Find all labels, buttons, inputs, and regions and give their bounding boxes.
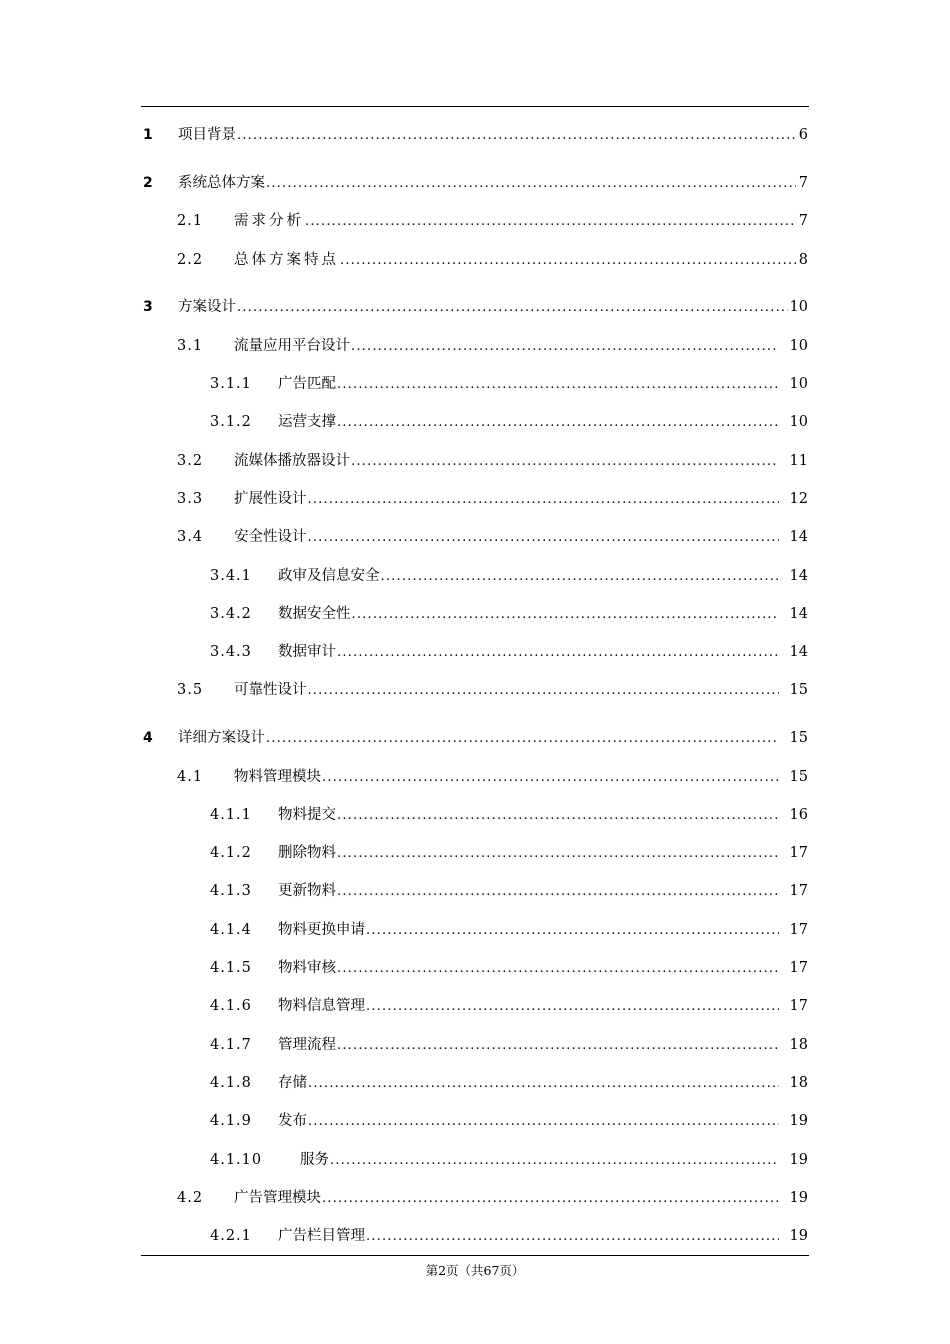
toc-entry-body (278, 1110, 779, 1133)
toc-entry-title: 物料提交 (278, 807, 336, 823)
toc-entry-body (234, 526, 779, 549)
toc-leader-dots (266, 173, 796, 195)
toc-entry-body (234, 210, 808, 233)
toc-entry[interactable] (0, 296, 950, 318)
toc-entry-page: 14 (789, 529, 808, 545)
toc-entry-body (234, 335, 779, 358)
toc-entry-title: 总体方案特点 (234, 252, 339, 268)
toc-entry[interactable] (0, 679, 950, 701)
toc-entry-body (278, 919, 779, 942)
toc-entry[interactable] (0, 335, 950, 357)
toc-leader-dots (337, 881, 779, 903)
toc-entry-page: 18 (789, 1037, 808, 1053)
toc-leader-dots (366, 1226, 779, 1248)
toc-entry-title: 发布 (278, 1113, 307, 1129)
toc-leader-dots (366, 920, 779, 942)
toc-entry-title: 数据安全性 (278, 606, 351, 622)
toc-entry-page: 12 (789, 491, 808, 507)
toc-leader-dots (322, 1188, 779, 1210)
toc-entry-number: 3.3 (177, 491, 204, 507)
toc-entry[interactable] (0, 727, 950, 749)
toc-entry-number: 4.1 (177, 769, 204, 785)
toc-entry[interactable] (0, 919, 950, 941)
toc-entry-title: 系统总体方案 (178, 175, 265, 191)
toc-entry-body (278, 804, 779, 827)
toc-entry-number: 3.4.2 (210, 606, 252, 622)
toc-entry[interactable] (0, 842, 950, 864)
toc-entry-body (234, 450, 779, 473)
toc-leader-dots (237, 125, 796, 147)
toc-entry-title: 物料信息管理 (278, 998, 365, 1014)
toc-entry-title: 删除物料 (278, 845, 336, 861)
toc-entry-body (234, 488, 779, 511)
toc-entry[interactable] (0, 488, 950, 510)
toc-entry-number: 2.1 (177, 213, 204, 229)
toc-leader-dots (337, 843, 779, 865)
toc-entry[interactable] (0, 450, 950, 472)
toc-entry-title: 运营支撑 (278, 414, 336, 430)
toc-entry-title: 详细方案设计 (178, 730, 265, 746)
toc-entry-page: 6 (798, 127, 808, 143)
toc-entry-title: 可靠性设计 (234, 682, 307, 698)
toc-entry[interactable] (0, 1225, 950, 1247)
toc-leader-dots (308, 1111, 779, 1133)
toc-leader-dots (305, 211, 796, 233)
toc-entry-title: 广告栏目管理 (278, 1228, 365, 1244)
toc-entry-body (278, 411, 779, 434)
toc-entry-number: 3.1.1 (210, 376, 252, 392)
toc-entry-number: 3.4.3 (210, 644, 252, 660)
toc-entry-title: 安全性设计 (234, 529, 307, 545)
toc-entry[interactable] (0, 1149, 950, 1171)
toc-entry-body (300, 1149, 779, 1172)
toc-entry-body (278, 565, 779, 588)
toc-entry-number: 4.1.2 (210, 845, 252, 861)
toc-entry-body (278, 641, 779, 664)
toc-entry[interactable] (0, 995, 950, 1017)
toc-entry-title: 项目背景 (178, 127, 236, 143)
toc-entry-page: 10 (789, 376, 808, 392)
toc-entry[interactable] (0, 411, 950, 433)
toc-entry-page: 17 (789, 883, 808, 899)
toc-entry-title: 广告管理模块 (234, 1190, 321, 1206)
toc-entry-number: 4.1.8 (210, 1075, 252, 1091)
toc-entry[interactable] (0, 172, 950, 194)
toc-entry-number: 4.1.3 (210, 883, 252, 899)
toc-entry-page: 15 (789, 730, 808, 746)
toc-entry-body (178, 172, 808, 195)
toc-entry-number: 4.1.1 (210, 807, 252, 823)
toc-entry-number: 1 (143, 127, 153, 143)
toc-entry-page: 19 (789, 1228, 808, 1244)
toc-entry-page: 10 (789, 299, 808, 315)
toc-entry-body (178, 296, 808, 319)
toc-entry-title: 方案设计 (178, 299, 236, 315)
toc-entry[interactable] (0, 603, 950, 625)
toc-entry-title: 流媒体播放器设计 (234, 453, 350, 469)
toc-leader-dots (330, 1150, 779, 1172)
toc-entry-title: 广告匹配 (278, 376, 336, 392)
toc-leader-dots (337, 1035, 779, 1057)
page-number-label: 第2页（共67页） (425, 1263, 525, 1278)
toc-entry-number: 4.1.7 (210, 1037, 252, 1053)
toc-entry[interactable] (0, 210, 950, 232)
toc-entry[interactable] (0, 957, 950, 979)
toc-entry-number: 2.2 (177, 252, 204, 268)
toc-leader-dots (366, 996, 779, 1018)
toc-entry-number: 3.1 (177, 338, 204, 354)
toc-entry-title: 管理流程 (278, 1037, 336, 1053)
toc-entry-page: 18 (789, 1075, 808, 1091)
toc-entry-page: 11 (789, 453, 808, 469)
toc-leader-dots (337, 642, 779, 664)
page-footer (0, 1263, 950, 1279)
toc-entry[interactable] (0, 526, 950, 548)
footer-rule (141, 1255, 809, 1256)
toc-entry-title: 政审及信息安全 (278, 568, 380, 584)
toc-entry-title: 存储 (278, 1075, 307, 1091)
toc-entry-body (234, 1187, 779, 1210)
toc-entry-page: 17 (789, 845, 808, 861)
toc-leader-dots (352, 604, 780, 626)
toc-entry[interactable] (0, 373, 950, 395)
toc-leader-dots (337, 412, 779, 434)
toc-leader-dots (381, 566, 780, 588)
toc-entry-body (278, 1072, 779, 1095)
toc-entry[interactable] (0, 249, 950, 271)
toc-entry[interactable] (0, 804, 950, 826)
toc-entry[interactable] (0, 1072, 950, 1094)
toc-leader-dots (237, 297, 788, 319)
toc-entry-page: 8 (798, 252, 808, 268)
toc-entry-title: 更新物料 (278, 883, 336, 899)
toc-leader-dots (266, 728, 779, 750)
toc-leader-dots (308, 1073, 779, 1095)
toc-entry-title: 数据审计 (278, 644, 336, 660)
toc-leader-dots (340, 250, 796, 272)
toc-entry-page: 19 (789, 1113, 808, 1129)
toc-entry-body (278, 957, 779, 980)
toc-entry-title: 物料管理模块 (234, 769, 321, 785)
toc-entry-number: 3.1.2 (210, 414, 252, 430)
toc-entry-number: 3.2 (177, 453, 204, 469)
toc-entry[interactable] (0, 641, 950, 663)
toc-leader-dots (337, 805, 779, 827)
toc-entry-body (178, 727, 779, 750)
toc-entry-number: 3 (143, 299, 153, 315)
toc-entry-title: 物料更换申请 (278, 922, 365, 938)
toc-entry-body (278, 842, 779, 865)
toc-entry[interactable] (0, 1110, 950, 1132)
toc-entry[interactable] (0, 880, 950, 902)
toc-entry-number: 4.1.10 (210, 1152, 263, 1168)
toc-entry-page: 7 (798, 213, 808, 229)
toc-entry-title: 物料审核 (278, 960, 336, 976)
toc-entry-page: 7 (798, 175, 808, 191)
toc-entry-body (278, 1225, 779, 1248)
toc-entry-page: 15 (789, 769, 808, 785)
toc-entry-number: 4.1.9 (210, 1113, 252, 1129)
toc-entry-body (278, 1034, 779, 1057)
toc-entry-number: 4.1.4 (210, 922, 252, 938)
toc-entry-number: 4.2.1 (210, 1228, 252, 1244)
toc-entry-number: 3.4.1 (210, 568, 252, 584)
toc-entry-number: 4.2 (177, 1190, 204, 1206)
toc-entry-number: 4 (143, 730, 153, 746)
toc-entry-number: 2 (143, 175, 153, 191)
toc-leader-dots (308, 680, 780, 702)
toc-entry-page: 10 (789, 414, 808, 430)
toc-leader-dots (308, 527, 780, 549)
toc-entry-page: 19 (789, 1190, 808, 1206)
toc-entry-title: 需求分析 (234, 213, 304, 229)
toc-entry-page: 14 (789, 644, 808, 660)
toc-leader-dots (351, 336, 779, 358)
toc-entry-page: 17 (789, 922, 808, 938)
toc-entry-title: 扩展性设计 (234, 491, 307, 507)
toc-entry-page: 15 (789, 682, 808, 698)
toc-leader-dots (337, 374, 779, 396)
toc-entry-page: 17 (789, 998, 808, 1014)
toc-entry[interactable] (0, 565, 950, 587)
toc-entry-body (234, 679, 779, 702)
toc-entry-page: 16 (789, 807, 808, 823)
toc-entry-number: 4.1.6 (210, 998, 252, 1014)
toc-entry-body (178, 124, 808, 147)
toc-entry-body (278, 880, 779, 903)
toc-leader-dots (322, 767, 779, 789)
toc-entry-page: 17 (789, 960, 808, 976)
toc-entry-body (234, 766, 779, 789)
toc-leader-dots (308, 489, 780, 511)
toc-entry[interactable] (0, 1187, 950, 1209)
toc-entry-body (234, 249, 808, 272)
toc-entry-number: 4.1.5 (210, 960, 252, 976)
toc-entry[interactable] (0, 766, 950, 788)
toc-leader-dots (351, 451, 779, 473)
toc-entry-page: 14 (789, 606, 808, 622)
toc-entry[interactable] (0, 1034, 950, 1056)
toc-leader-dots (337, 958, 779, 980)
toc-entry[interactable] (0, 124, 950, 146)
toc-entry-body (278, 995, 779, 1018)
toc-entry-body (278, 373, 779, 396)
toc-entry-title: 流量应用平台设计 (234, 338, 350, 354)
toc-entry-number: 3.5 (177, 682, 204, 698)
toc-entry-page: 19 (789, 1152, 808, 1168)
toc-entry-body (278, 603, 779, 626)
toc-entry-page: 10 (789, 338, 808, 354)
toc-entry-number: 3.4 (177, 529, 204, 545)
toc-entry-title: 服务 (300, 1152, 329, 1168)
toc-entry-page: 14 (789, 568, 808, 584)
